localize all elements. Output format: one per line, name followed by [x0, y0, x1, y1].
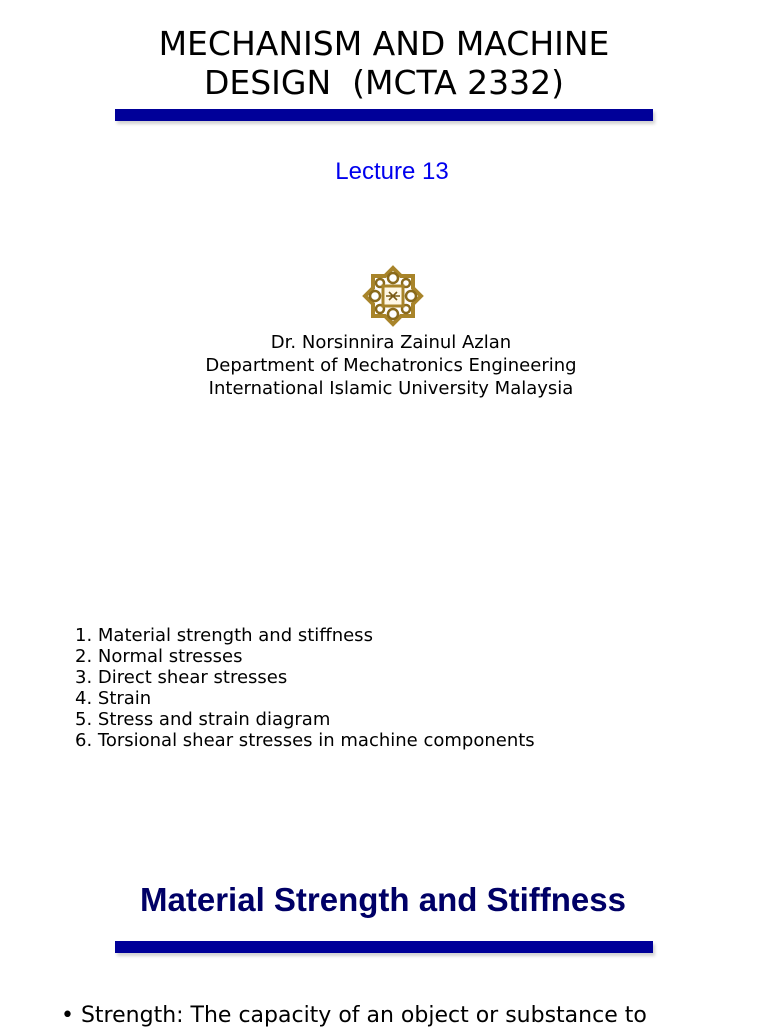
course-title	[0, 24, 768, 102]
author-block	[0, 331, 768, 400]
outline-item: 2. Normal stresses	[75, 646, 243, 667]
section-heading: Material Strength and Stiffness	[140, 881, 626, 918]
course-title-line-1: MECHANISM AND MACHINE	[158, 24, 610, 63]
title-divider	[115, 109, 653, 121]
bullet-paragraph: • Strength: The capacity of an object or substance to	[61, 1003, 647, 1028]
outline-item: 3. Direct shear stresses	[75, 667, 288, 688]
lecture-number: Lecture 13	[335, 158, 449, 185]
course-title-line-2: DESIGN (MCTA 2332)	[203, 63, 565, 102]
university-crest-icon	[359, 262, 427, 330]
author-department: Department of Mechatronics Engineering	[205, 355, 577, 376]
outline-item: 4. Strain	[75, 688, 152, 709]
author-name: Dr. Norsinnira Zainul Azlan	[270, 332, 512, 353]
lecture-outline	[75, 625, 535, 751]
section-divider	[115, 941, 653, 953]
outline-item: 6. Torsional shear stresses in machine components	[75, 730, 535, 751]
author-university: International Islamic University Malaysia	[208, 378, 574, 399]
outline-item: 1. Material strength and stiffness	[75, 625, 373, 646]
outline-item: 5. Stress and strain diagram	[75, 709, 331, 730]
